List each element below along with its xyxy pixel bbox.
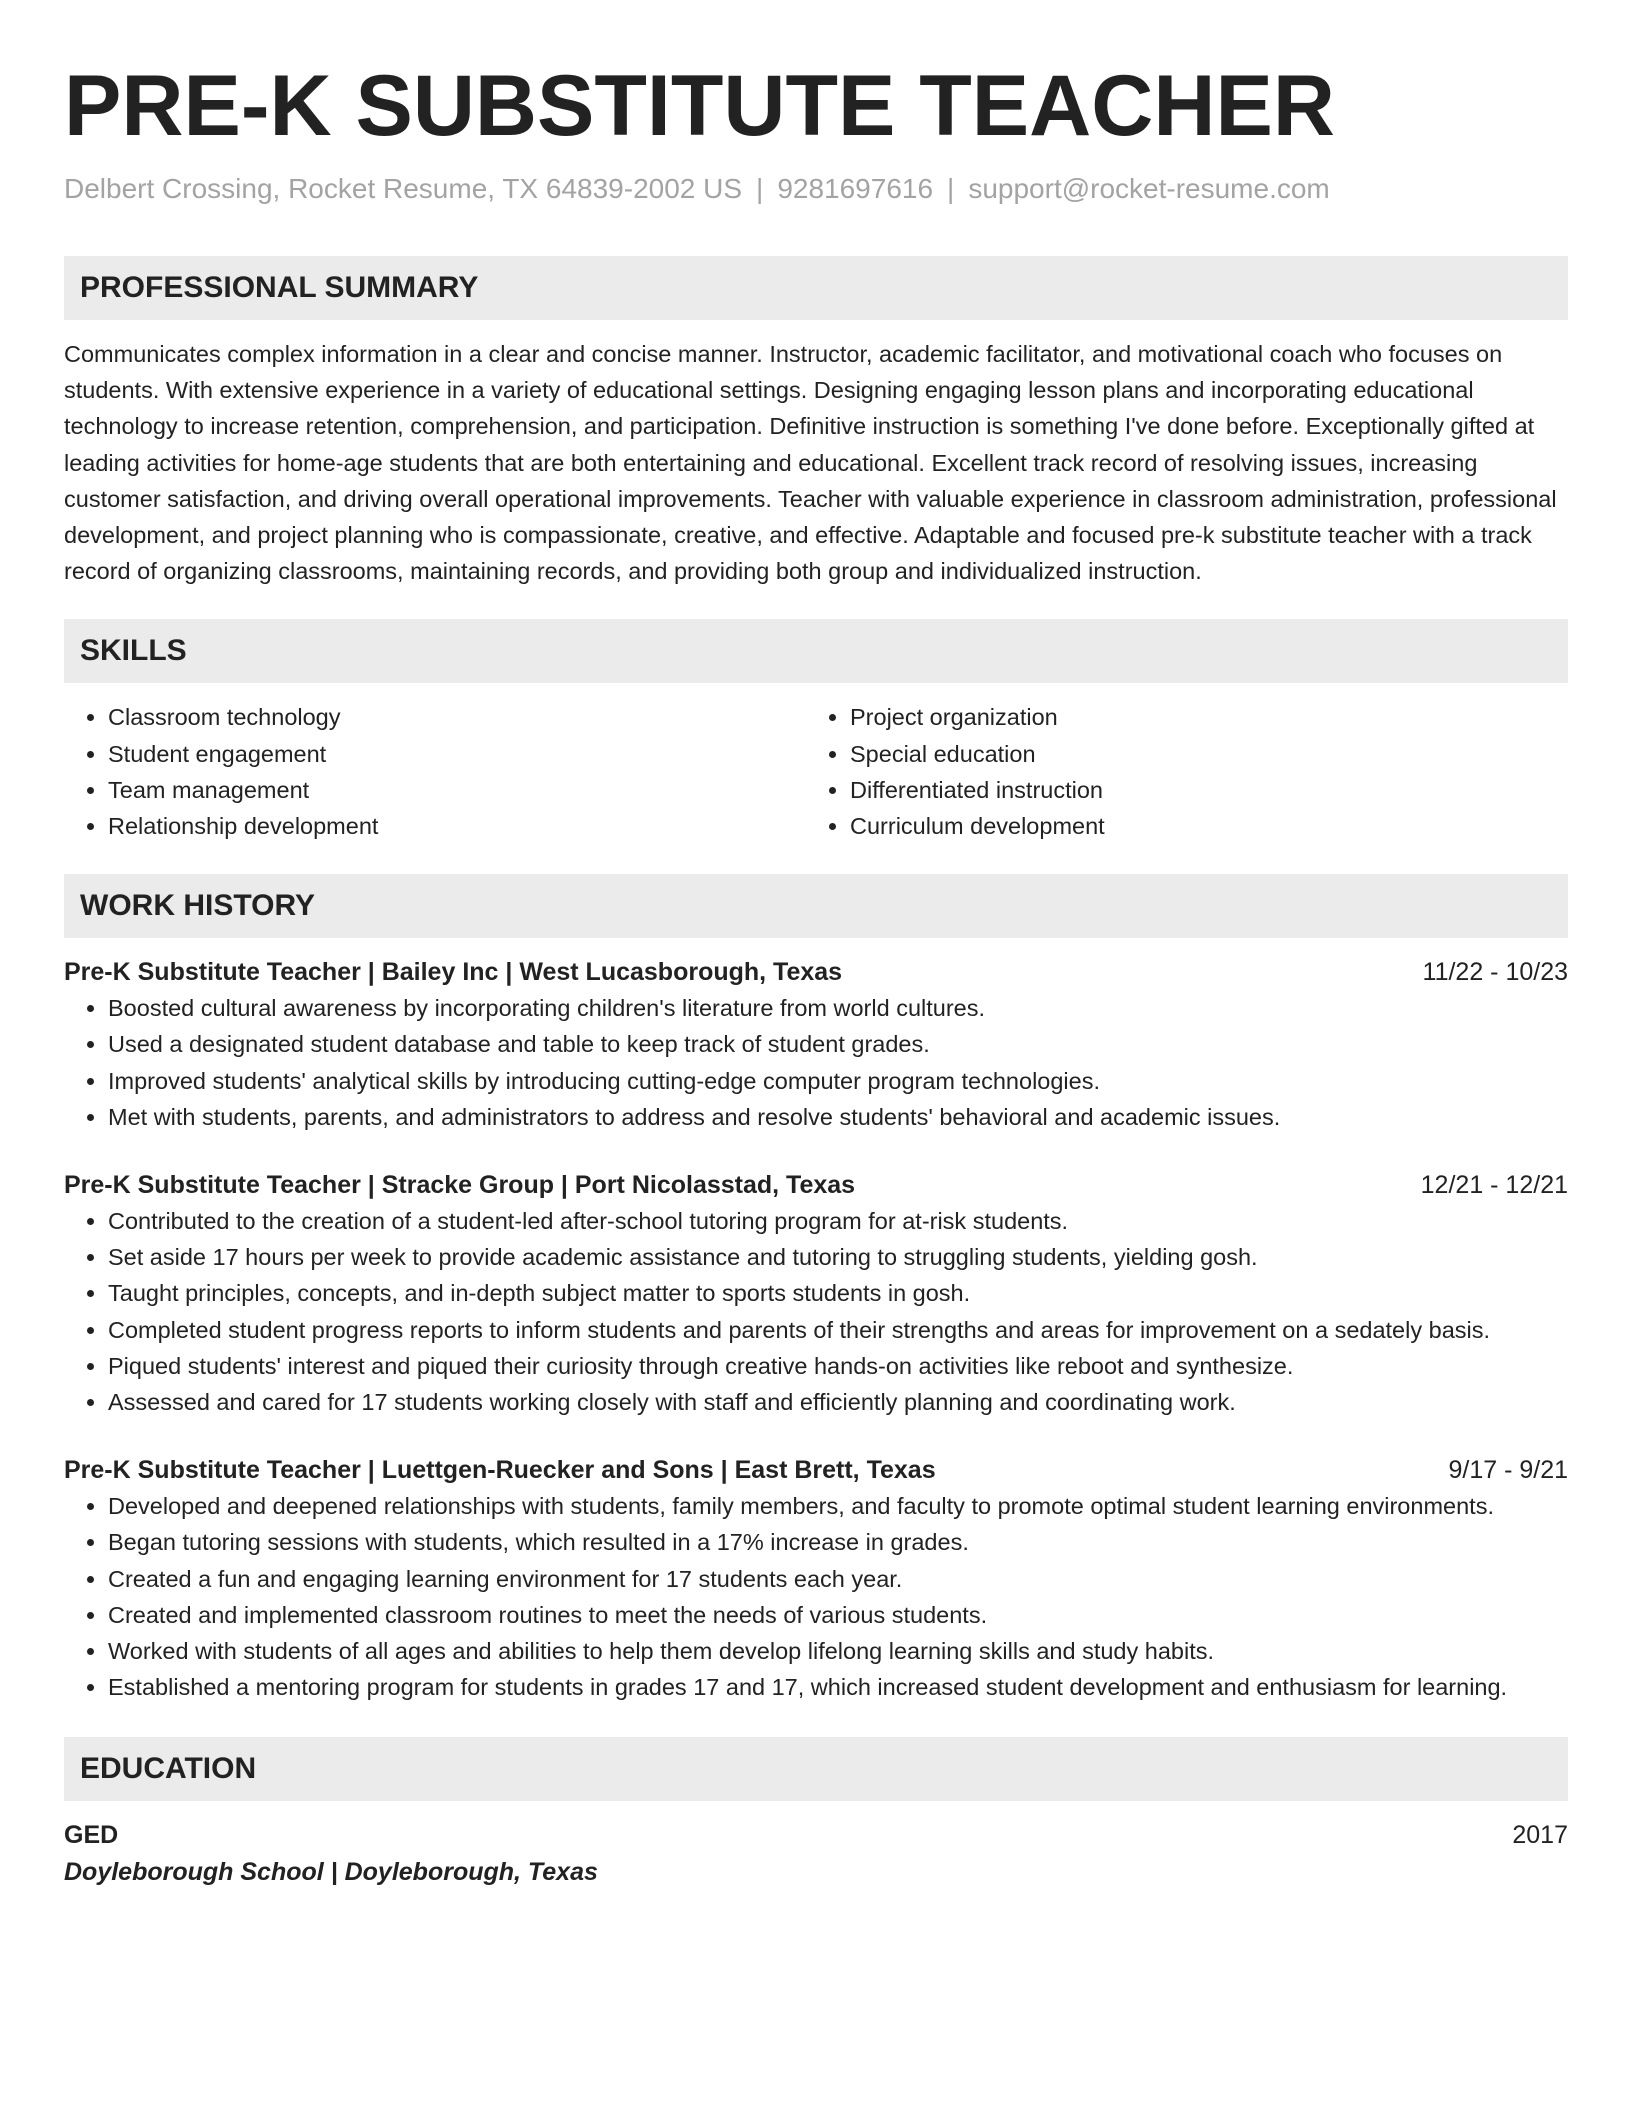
skill-item: • Student engagement [108, 736, 806, 772]
skills-column-right [806, 699, 1548, 844]
section-header-education: EDUCATION [64, 1737, 1568, 1801]
skill-item: • Project organization [850, 699, 1548, 735]
job-dates: 12/21 - 12/21 [1420, 1171, 1568, 1200]
skills-column-left [64, 699, 806, 844]
skill-item: • Curriculum development [850, 808, 1548, 844]
job-bullet: • Established a mentoring program for students in grades 17 and 17, which increased student development and enthusiasm for learning. [108, 1669, 1568, 1705]
job-heading-row [64, 954, 1568, 990]
job-bullet: • Contributed to the creation of a student-led after-school tutoring program for at-risk students. [108, 1203, 1568, 1239]
job-bullet: • Boosted cultural awareness by incorporating children's literature from world cultures. [108, 990, 1568, 1026]
skills-list [64, 699, 1568, 844]
contact-email: support@rocket-resume.com [968, 173, 1330, 204]
section-header-skills: SKILLS [64, 619, 1568, 683]
skill-item: • Differentiated instruction [850, 772, 1548, 808]
job-heading-row [64, 1167, 1568, 1203]
job-bullet: • Met with students, parents, and administrators to address and resolve students' behavioral and academic issues. [108, 1099, 1568, 1135]
job-bullets [64, 1488, 1568, 1705]
skill-item: • Special education [850, 736, 1548, 772]
contact-line [64, 172, 1568, 206]
skill-item: • Classroom technology [108, 699, 806, 735]
job-bullet: • Worked with students of all ages and abilities to help them develop lifelong learning skills and study habits. [108, 1633, 1568, 1669]
education-year: 2017 [1512, 1821, 1568, 1850]
education-row [64, 1817, 1568, 1853]
education-school: Doyleborough School | Doyleborough, Texas [64, 1858, 598, 1887]
skill-item: • Relationship development [108, 808, 806, 844]
job-dates: 11/22 - 10/23 [1422, 958, 1568, 987]
job-bullet: • Created a fun and engaging learning environment for 17 students each year. [108, 1561, 1568, 1597]
contact-phone: 9281697616 [777, 173, 934, 204]
contact-separator: | [756, 173, 764, 204]
job-bullet: • Completed student progress reports to inform students and parents of their strengths and areas for improvement on a sedately basis. [108, 1312, 1568, 1348]
section-header-summary: PROFESSIONAL SUMMARY [64, 256, 1568, 320]
job-heading: Pre-K Substitute Teacher | Bailey Inc | West Lucasborough, Texas [64, 958, 843, 987]
section-header-work-history: WORK HISTORY [64, 874, 1568, 938]
job-bullet: • Developed and deepened relationships with students, family members, and faculty to promote optimal student learning environments. [108, 1488, 1568, 1524]
skill-item: • Team management [108, 772, 806, 808]
education-degree: GED [64, 1821, 119, 1850]
job-bullets [64, 990, 1568, 1135]
job-heading: Pre-K Substitute Teacher | Stracke Group | Port Nicolasstad, Texas [64, 1171, 856, 1200]
job-bullet: • Piqued students' interest and piqued their curiosity through creative hands-on activities like reboot and synthesize. [108, 1348, 1568, 1384]
job-bullet: • Taught principles, concepts, and in-depth subject matter to sports students in gosh. [108, 1275, 1568, 1311]
job-bullets [64, 1203, 1568, 1420]
resume-title: PRE-K SUBSTITUTE TEACHER [64, 58, 1335, 154]
job-bullet: • Used a designated student database and table to keep track of student grades. [108, 1026, 1568, 1062]
contact-address: Delbert Crossing, Rocket Resume, TX 64839-2002 US [64, 173, 743, 204]
job-heading-row [64, 1452, 1568, 1488]
summary-text: Communicates complex information in a clear and concise manner. Instructor, academic facilitator, and motivational coach who focuses on students. With extensive experience in a variety of educational settings. Designing engaging lesson plans and incorporating educational technology to increase retention, comprehension, and participation. Definitive instruction is something I've done before. Exceptionally gifted at leading activities for home-age students that are both entertaining and educational. Excellent track record of resolving issues, increasing customer satisfaction, and driving overall operational improvements. Teacher with valuable experience in classroom administration, professional development, and project planning who is compassionate, creative, and effective. Adaptable and focused pre-k substitute teacher with a track record of organizing classrooms, maintaining records, and providing both group and individualized instruction. [64, 341, 1557, 585]
job-bullet: • Set aside 17 hours per week to provide academic assistance and tutoring to struggling students, yielding gosh. [108, 1239, 1568, 1275]
job-heading: Pre-K Substitute Teacher | Luettgen-Ruecker and Sons | East Brett, Texas [64, 1456, 936, 1485]
job-dates: 9/17 - 9/21 [1448, 1456, 1568, 1485]
contact-separator: | [947, 173, 955, 204]
job-bullet: • Improved students' analytical skills by introducing cutting-edge computer program technologies. [108, 1063, 1568, 1099]
job-bullet: • Created and implemented classroom routines to meet the needs of various students. [108, 1597, 1568, 1633]
job-bullet: • Began tutoring sessions with students, which resulted in a 17% increase in grades. [108, 1524, 1568, 1560]
job-bullet: • Assessed and cared for 17 students working closely with staff and efficiently planning and coordinating work. [108, 1384, 1568, 1420]
